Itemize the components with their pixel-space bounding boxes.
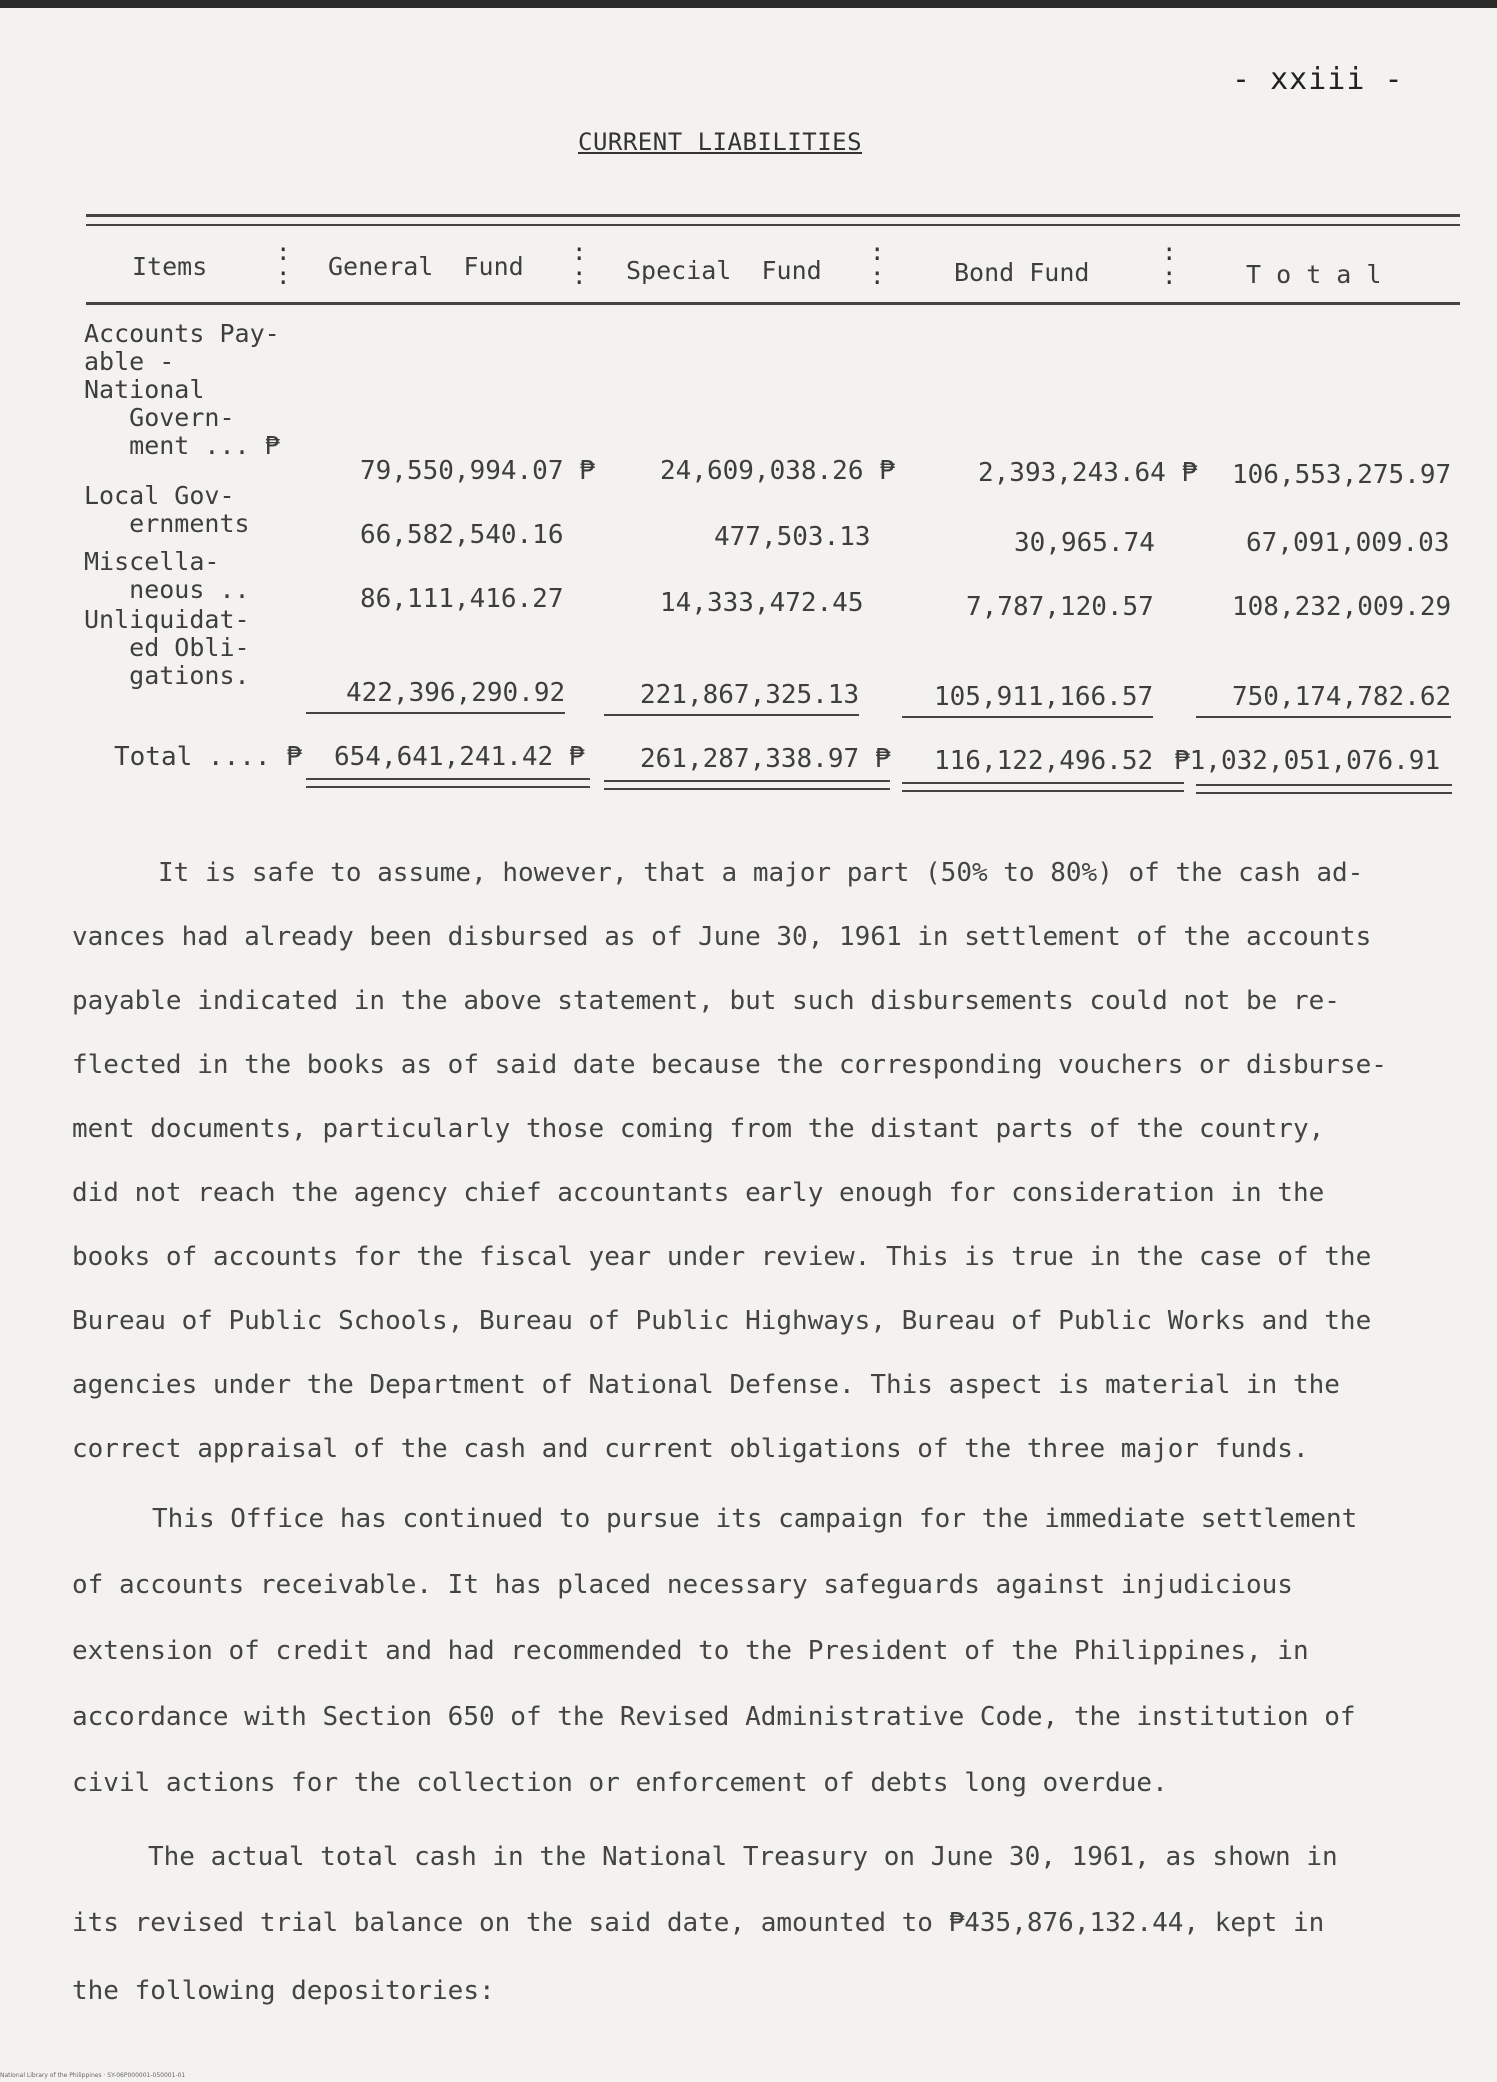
header-items: Items [132,252,208,281]
cell-bond-fund: 7,787,120.57 [966,592,1154,622]
cell-total: 108,232,009.29 [1232,592,1452,622]
paragraph-line: books of accounts for the fiscal year under review. This is true in the case of the [72,1242,1372,1272]
header-divider: : : [572,238,587,290]
header-general-fund: General Fund [328,252,524,281]
row-label-local-governments: Local Gov- ernments [84,481,250,538]
page-number: - xxiii - [1232,62,1404,97]
cell-total: 750,174,782.62 [1196,682,1451,718]
cell-special-fund: 24,609,038.26 ₱ [660,456,895,486]
double-underline [604,780,890,790]
paragraph-line: It is safe to assume, however, that a major part (50% to 80%) of the cash ad- [158,858,1364,888]
header-special-fund: Special Fund [626,256,822,285]
cell-general-fund: 86,111,416.27 [360,584,564,614]
paragraph-line: extension of credit and had recommended to the President of the Philippines, in [72,1636,1309,1666]
double-underline [902,782,1184,792]
paragraph-line: did not reach the agency chief accountants early enough for consideration in the [72,1178,1325,1208]
cell-total: 106,553,275.97 [1232,460,1452,490]
total-general-fund: 654,641,241.42 ₱ [334,742,585,772]
scan-top-edge [0,0,1497,8]
cell-bond-fund: 30,965.74 [1014,528,1155,558]
cell-special-fund: 14,333,472.45 [660,588,864,618]
cell-general-fund: 66,582,540.16 [360,520,564,550]
paragraph-line: correct appraisal of the cash and current obligations of the three major funds. [72,1434,1309,1464]
paragraph-line: Bureau of Public Schools, Bureau of Public Highways, Bureau of Public Works and the [72,1306,1372,1336]
cell-bond-fund: 105,911,166.57 [902,682,1153,718]
double-underline [1196,784,1452,794]
paragraph-line: the following depositories: [72,1976,495,2006]
paragraph-line: ment documents, particularly those coming from the distant parts of the country, [72,1114,1325,1144]
total-bond-fund: 116,122,496.52 [934,746,1169,776]
paragraph-line: The actual total cash in the National Treasury on June 30, 1961, as shown in [148,1842,1338,1872]
paragraph-line: This Office has continued to pursue its campaign for the immediate settlement [152,1504,1358,1534]
archive-footer: National Library of the Philippines · SY-06P000001-050001-01 [0,2072,186,2079]
header-divider: : : [870,238,885,290]
cell-total: 67,091,009.03 [1246,528,1450,558]
paragraph-line: its revised trial balance on the said date, amounted to ₱435,876,132.44, kept in [72,1908,1325,1938]
table-top-rule [86,214,1460,217]
row-label-national-government: Accounts Pay- able - National Govern- ment ... ₱ [84,319,280,460]
paragraph-line: payable indicated in the above statement, but such disbursements could not be re- [72,986,1340,1016]
table-header-rule [86,302,1460,305]
cell-bond-fund: 2,393,243.64 ₱ [978,458,1198,488]
header-total: T o t a l [1246,260,1382,289]
paragraph-line: of accounts receivable. It has placed necessary safeguards against injudicious [72,1570,1293,1600]
total-special-fund: 261,287,338.97 ₱ [640,744,891,774]
double-underline [306,778,590,788]
row-label-miscellaneous: Miscella- neous .. [84,547,250,604]
header-bond-fund: Bond Fund [954,258,1090,287]
header-divider: : : [276,238,291,290]
cell-special-fund: 221,867,325.13 [604,680,859,716]
paragraph-line: accordance with Section 650 of the Revised Administrative Code, the institution of [72,1702,1356,1732]
total-label: Total .... ₱ [114,742,302,772]
cell-general-fund: 422,396,290.92 [306,678,565,714]
total-grand-total: ₱1,032,051,076.91 [1174,746,1441,776]
cell-general-fund: 79,550,994.07 ₱ [360,456,595,486]
header-divider: : : [1162,238,1177,290]
cell-special-fund: 477,503.13 [714,522,871,552]
paragraph-line: civil actions for the collection or enforcement of debts long overdue. [72,1768,1168,1798]
row-label-unliquidated-obligations: Unliquidat- ed Obli- gations. [84,605,250,690]
table-top-rule-2 [86,224,1460,226]
paragraph-line: flected in the books as of said date because the corresponding vouchers or disburse- [72,1050,1387,1080]
page-title: CURRENT LIABILITIES [578,128,863,156]
paragraph-line: agencies under the Department of National Defense. This aspect is material in the [72,1370,1340,1400]
paragraph-line: vances had already been disbursed as of June 30, 1961 in settlement of the accounts [72,922,1372,952]
